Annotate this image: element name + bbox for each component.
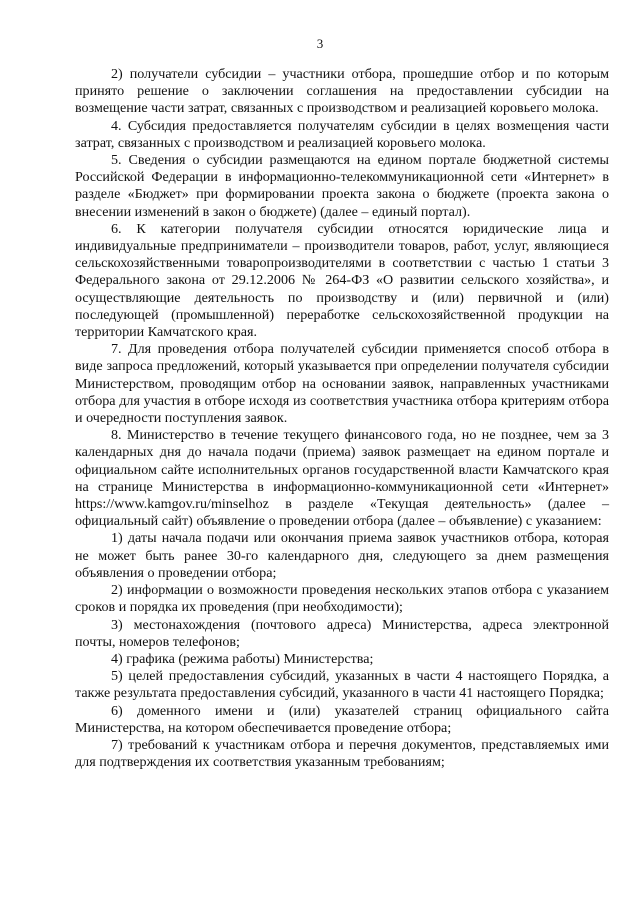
list-item-2-stages: 2) информации о возможности проведения нескольких этапов отбора с указанием сроков и порядка их проведения (при необходимости); — [75, 582, 609, 616]
paragraph-4-subsidy-purpose: 4. Субсидия предоставляется получателям субсидии в целях возмещения части затрат, связанных с производством и реализацией коровьего молока. — [75, 117, 609, 151]
paragraph-7-selection-method: 7. Для проведения отбора получателей субсидии применяется способ отбора в виде запроса предложений, который указывается при определении получателя субсидии Министерством, проводящим отбор на основании заявок, направленных участниками отбора для участия в отборе исходя из соответствия участника отбора критериям отбора и очередности поступления заявок. — [75, 341, 609, 427]
list-item-6-domain: 6) доменного имени и (или) указателей страниц официального сайта Министерства, на котором обеспечивается проведение отбора; — [75, 702, 609, 736]
document-body — [75, 66, 609, 771]
paragraph-5-subsidy-info: 5. Сведения о субсидии размещаются на едином портале бюджетной системы Российской Федерации в информационно-телекоммуникационной сети «Интернет» в разделе «Бюджет» при формировании проекта закона о бюджете (проекта закона о внесении изменений в закон о бюджете) (далее – единый портал). — [75, 152, 609, 220]
list-item-3-address: 3) местонахождения (почтового адреса) Министерства, адреса электронной почты, номеров телефонов; — [75, 616, 609, 650]
list-item-7-requirements: 7) требований к участникам отбора и перечня документов, представляемых ими для подтверждения их соответствия указанным требованиям; — [75, 736, 609, 771]
page-number: 3 — [316, 36, 324, 51]
paragraph-8-announcement: 8. Министерство в течение текущего финансового года, но не позднее, чем за 3 календарных дня до начала подачи (приема) заявок размещает на едином портале и официальном сайте исполнительных органов государственной власти Камчатского края на странице Министерства в информационно-коммуникационной сети «Интернет» https://www.kamgov.ru/minselhoz в разделе «Текущая деятельность» (далее – официальный сайт) объявление о проведении отбора (далее – объявление) с указанием: — [75, 427, 609, 530]
paragraph-recipients: 2) получатели субсидии – участники отбора, прошедшие отбор и по которым принято решение о заключении соглашения на предоставлении субсидии на возмещение части затрат, связанных с производством и реализацией коровьего молока. — [75, 66, 609, 117]
list-item-1-dates: 1) даты начала подачи или окончания приема заявок участников отбора, которая не может быть ранее 30-го календарного дня, следующего за днем размещения объявления о проведении отбора; — [75, 530, 609, 581]
list-item-5-goals: 5) целей предоставления субсидий, указанных в части 4 настоящего Порядка, а также результата предоставления субсидий, указанного в части 41 настоящего Порядка; — [75, 668, 609, 702]
paragraph-6-recipient-category: 6. К категории получателя субсидии относятся юридические лица и индивидуальные предприниматели – производители товаров, работ, услуг, являющиеся сельскохозяйственными товаропроизводителями в соответствии с частью 1 статьи 3 Федерального закона от 29.12.2006 № 264-ФЗ «О развитии сельского хозяйства», и осуществляющие деятельность по производству и (или) первичной и (или) последующей (промышленной) переработке сельскохозяйственной продукции на территории Камчатского края. — [75, 220, 609, 341]
list-item-4-schedule: 4) графика (режима работы) Министерства; — [111, 650, 374, 667]
